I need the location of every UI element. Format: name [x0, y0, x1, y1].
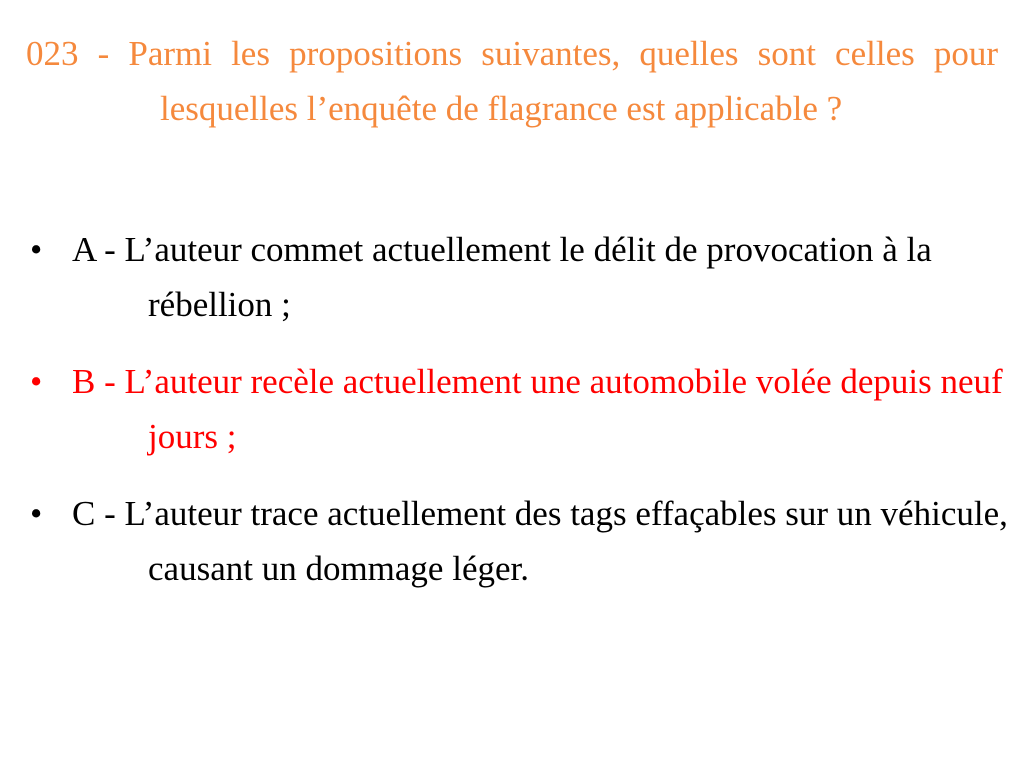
bullet-icon: • — [30, 494, 43, 533]
answer-text: C - L’auteur trace actuellement des tags effaçables sur un véhicule, causant un dommage léger. — [72, 494, 1008, 588]
bullet-icon: • — [30, 362, 43, 401]
answer-text: B - L’auteur recèle actuellement une automobile volée depuis neuf jours ; — [72, 362, 1003, 456]
answer-text: A - L’auteur commet actuellement le délit de provocation à la rébellion ; — [72, 230, 932, 324]
answer-item-a — [30, 222, 1010, 332]
question-title: 023 - Parmi les propositions suivantes, quelles sont celles pour lesquelles l’enquête de flagrance est applicable ? — [26, 34, 998, 128]
answer-item-c — [30, 486, 1010, 596]
bullet-icon: • — [30, 230, 43, 269]
answer-item-b — [30, 354, 1010, 464]
answer-list — [30, 222, 1010, 618]
